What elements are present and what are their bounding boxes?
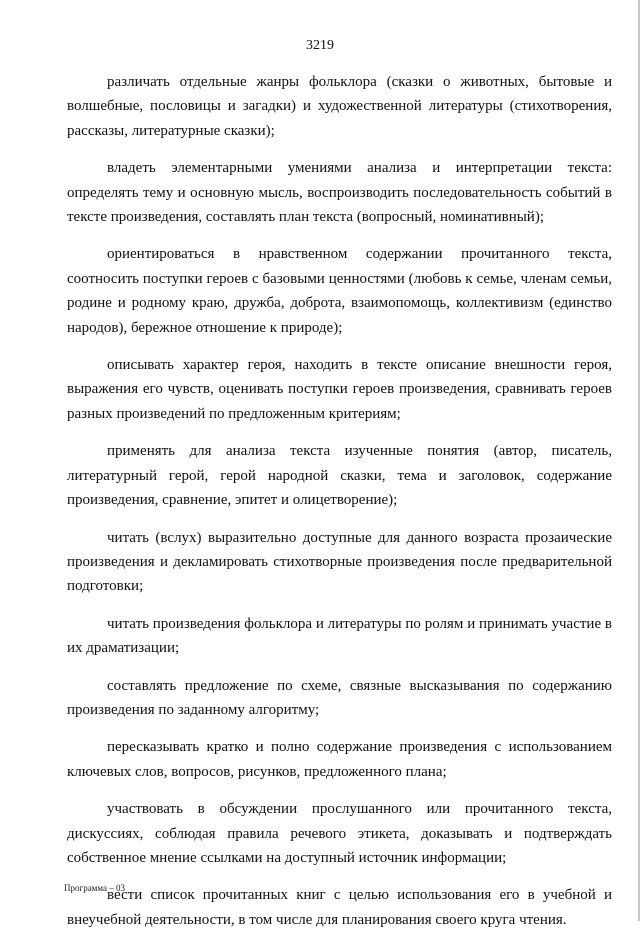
paragraph: различать отдельные жанры фольклора (сказки о животных, бытовые и волшебные, пословицы и загадки) и художественной литературы (стихотворения, рассказы, литературные сказки); [67,74,612,139]
footer-label: Программа – 03 [64,883,126,893]
paragraph: участвовать в обсуждении прослушанного или прочитанного текста, дискуссиях, соблюдая правила речевого этикета, доказывать и подтверждать собственное мнение ссылками на доступный источник информации; [67,801,612,866]
paragraph: читать (вслух) выразительно доступные для данного возраста прозаические произведения и декламировать стихотворные произведения после предварительной подготовки; [67,529,612,595]
paragraph: ориентироваться в нравственном содержании прочитанного текста, соотносить поступки героев с базовыми ценностями (любовь к семье, членам семьи, родине и родному краю, дружба, доброта, взаимопомощь, коллективизм (единство народов), бережное отношение к природе); [67,246,612,336]
paragraph: описывать характер героя, находить в тексте описание внешности героя, выражения его чувств, оценивать поступки героев произведения, сравнивать героев разных произведений по предложенным критериям; [67,357,612,422]
paragraph: составлять предложение по схеме, связные высказывания по содержанию произведения по заданному алгоритму; [67,677,612,718]
page-body [67,70,612,932]
paragraph: владеть элементарными умениями анализа и интерпретации текста: определять тему и основную мысль, воспроизводить последовательность событий в тексте произведения, составлять план текста (вопросный, номинативный); [67,160,612,226]
page-number: 3219 [306,38,334,53]
paragraph: вести список прочитанных книг с целью использования его в учебной и внеучебной деятельности, в том числе для планирования своего круга чтения. [67,887,612,928]
paragraph: применять для анализа текста изученные понятия (автор, писатель, литературный герой, герой народной сказки, тема и заголовок, содержание произведения, сравнение, эпитет и олицетворение); [67,443,612,509]
paragraph: пересказывать кратко и полно содержание произведения с использованием ключевых слов, вопросов, рисунков, предложенного плана; [67,739,612,780]
paragraph: читать произведения фольклора и литературы по ролям и принимать участие в их драматизации; [67,615,612,657]
